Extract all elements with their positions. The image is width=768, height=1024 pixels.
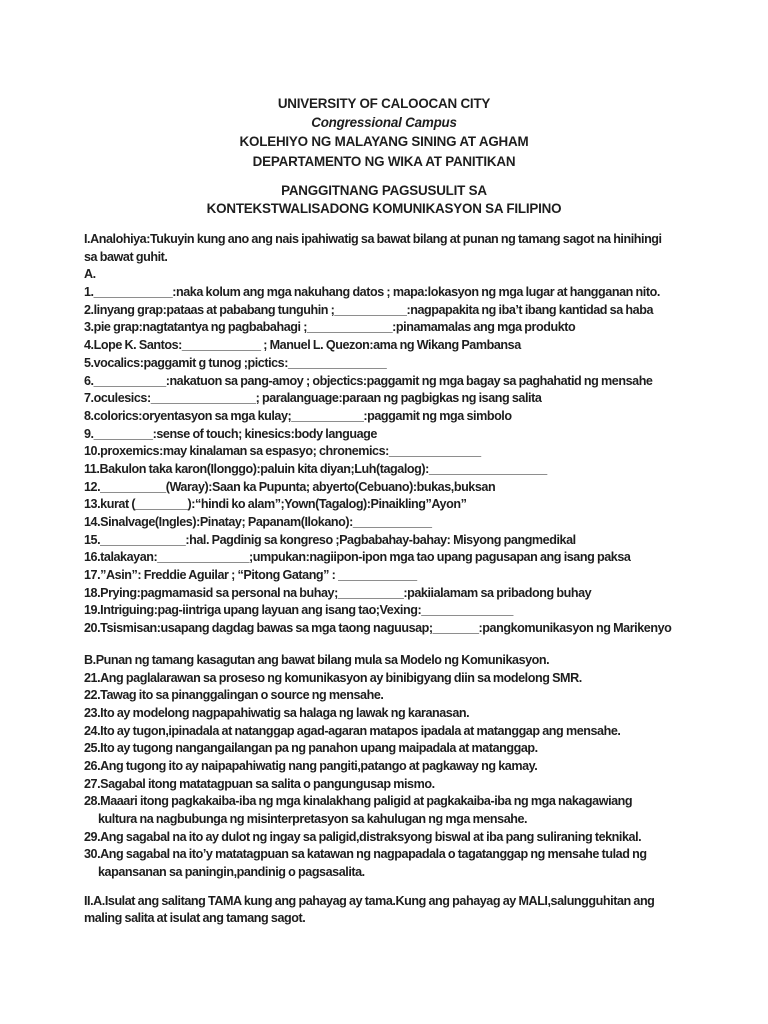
text-line: 9._________:sense of touch; kinesics:body language — [84, 426, 377, 441]
text-line: kultura na nagbubunga ng misinterpretasyon sa kahulugan ng mga mensahe. — [98, 812, 528, 826]
text-line: 15._____________:hal. Pagdinig sa kongreso ;Pagbabahay-bahay: Misyong pangmedikal — [84, 532, 576, 547]
text-line: kapansanan sa paningin,pandinig o pagsasalita. — [98, 865, 365, 880]
text-line: 20.Tsismisan:usapang dagdag bawas sa mga taong naguusap;_______:pangkomunikasyon ng Marikenyo — [84, 621, 672, 636]
text-line: 1.____________:naka kolum ang mga nakuhang datos ; mapa:lokasyon ng mga lugar at hangganan nito. — [84, 285, 660, 300]
text-line: 16.talakayan:______________;umpukan:nagiipon-ipon mga tao upang pagusapan ang isang paksa — [84, 550, 631, 565]
text-line: 21.Ang paglalarawan sa proseso ng komunikasyon ay binibigyang diin sa modelong SMR. — [84, 670, 582, 685]
text-line: II.A.Isulat ang salitang TAMA kung ang pahayag ay tama.Kung ang pahayag ay MALI,salungguhitan ang — [84, 893, 655, 908]
exam-title — [0, 182, 768, 217]
text-line: sa bawat guhit. — [84, 249, 168, 264]
text-line: 22.Tawag ito sa pinanggalingan o source ng mensahe. — [84, 688, 384, 703]
text-line: 6.___________:nakatuon sa pang-amoy ; objectics:paggamit ng mga bagay sa paghahatid ng mensahe — [84, 373, 653, 388]
text-line: 24.Ito ay tugon,ipinadala at natanggap agad-agaran matapos ipadala at matanggap ang mensahe. — [84, 723, 621, 738]
text-line: 8.colorics:oryentasyon sa mga kulay;___________:paggamit ng mga simbolo — [84, 408, 512, 423]
text-line: B.Punan ng tamang kasagutan ang bawat bilang mula sa Modelo ng Komunikasyon. — [84, 652, 550, 667]
text-line: 25.Ito ay tugong nangangailangan pa ng panahon upang maipadala at matanggap. — [84, 741, 538, 756]
text-line: 28.Maaari itong pagkakaiba-iba ng mga kinalakhang paligid at pagkakaiba-iba ng mga nakagawiang — [84, 794, 633, 809]
text-line: 2.linyang grap:pataas at pababang tunguhin ;___________:nagpapakita ng iba’t ibang kantidad sa haba — [84, 302, 653, 317]
text-line: 4.Lope K. Santos:____________ ; Manuel L. Quezon:ama ng Wikang Pambansa — [84, 338, 521, 353]
text-line: 18.Prying:pagmamasid sa personal na buhay;__________:pakiialamam sa pribadong buhay — [84, 585, 592, 600]
text-line: 29.Ang sagabal na ito ay dulot ng ingay sa paligid,distraksyong biswal at iba pang suliraning teknikal. — [84, 829, 642, 844]
text-line: 19.Intriguing:pag-iintriga upang layuan ang isang tao;Vexing:______________ — [84, 603, 513, 618]
text-line: A. — [84, 267, 96, 282]
text-line: 7.oculesics:________________; paralanguage:paraan ng pagbigkas ng isang salita — [84, 391, 542, 406]
text-line: 26.Ang tugong ito ay naipapahiwatig nang pangiti,patango at pagkaway ng kamay. — [84, 758, 538, 773]
exam-title-line: KONTEKSTWALISADONG KOMUNIKASYON SA FILIPINO — [206, 200, 562, 216]
school-header-line: DEPARTAMENTO NG WIKA AT PANITIKAN — [252, 153, 516, 169]
exam-body — [84, 231, 760, 928]
text-line: 23.Ito ay modelong nagpapahiwatig sa halaga ng lawak ng karanasan. — [84, 705, 470, 720]
text-line: maling salita at isulat ang tamang sagot. — [84, 911, 306, 926]
text-line: 12.__________(Waray):Saan ka Pupunta; abyerto(Cebuano):bukas,buksan — [84, 479, 496, 494]
text-line: 27.Sagabal itong matatagpuan sa salita o pangungusap mismo. — [84, 776, 435, 791]
text-line: 14.Sinalvage(Ingles):Pinatay; Papanam(Ilokano):____________ — [84, 515, 432, 529]
exam-title-line: PANGGITNANG PAGSUSULIT SA — [281, 183, 487, 198]
school-header — [0, 94, 768, 171]
text-line: 17.”Asin”: Freddie Aguilar ; “Pitong Gatang” : ____________ — [84, 568, 417, 583]
school-header-line: Congressional Campus — [311, 115, 457, 131]
text-line: 5.vocalics:paggamit g tunog ;pictics:_______________ — [84, 355, 387, 370]
text-line: 13.kurat (________):“hindi ko alam”;Yown(Tagalog):Pinaikling”Ayon” — [84, 497, 467, 512]
text-line: 3.pie grap:nagtatantya ng pagbabahagi ;_____________:pinamamalas ang mga produkto — [84, 320, 576, 335]
school-header-line: KOLEHIYO NG MALAYANG SINING AT AGHAM — [239, 134, 529, 150]
text-line: 10.proxemics:may kinalaman sa espasyo; chronemics:______________ — [84, 444, 481, 459]
text-line: I.Analohiya:Tukuyin kung ano ang nais ipahiwatig sa bawat bilang at punan ng tamang sagot na hinihingi — [84, 232, 662, 246]
text-line: 11.Bakulon taka karon(Ilonggo):paluin kita diyan;Luh(tagalog):__________________ — [84, 461, 547, 476]
school-header-line: UNIVERSITY OF CALOOCAN CITY — [277, 96, 491, 111]
text-line: 30.Ang sagabal na ito’y matatagpuan sa katawan ng nagpapadala o tagatanggap ng mensahe tulad ng — [84, 847, 647, 862]
